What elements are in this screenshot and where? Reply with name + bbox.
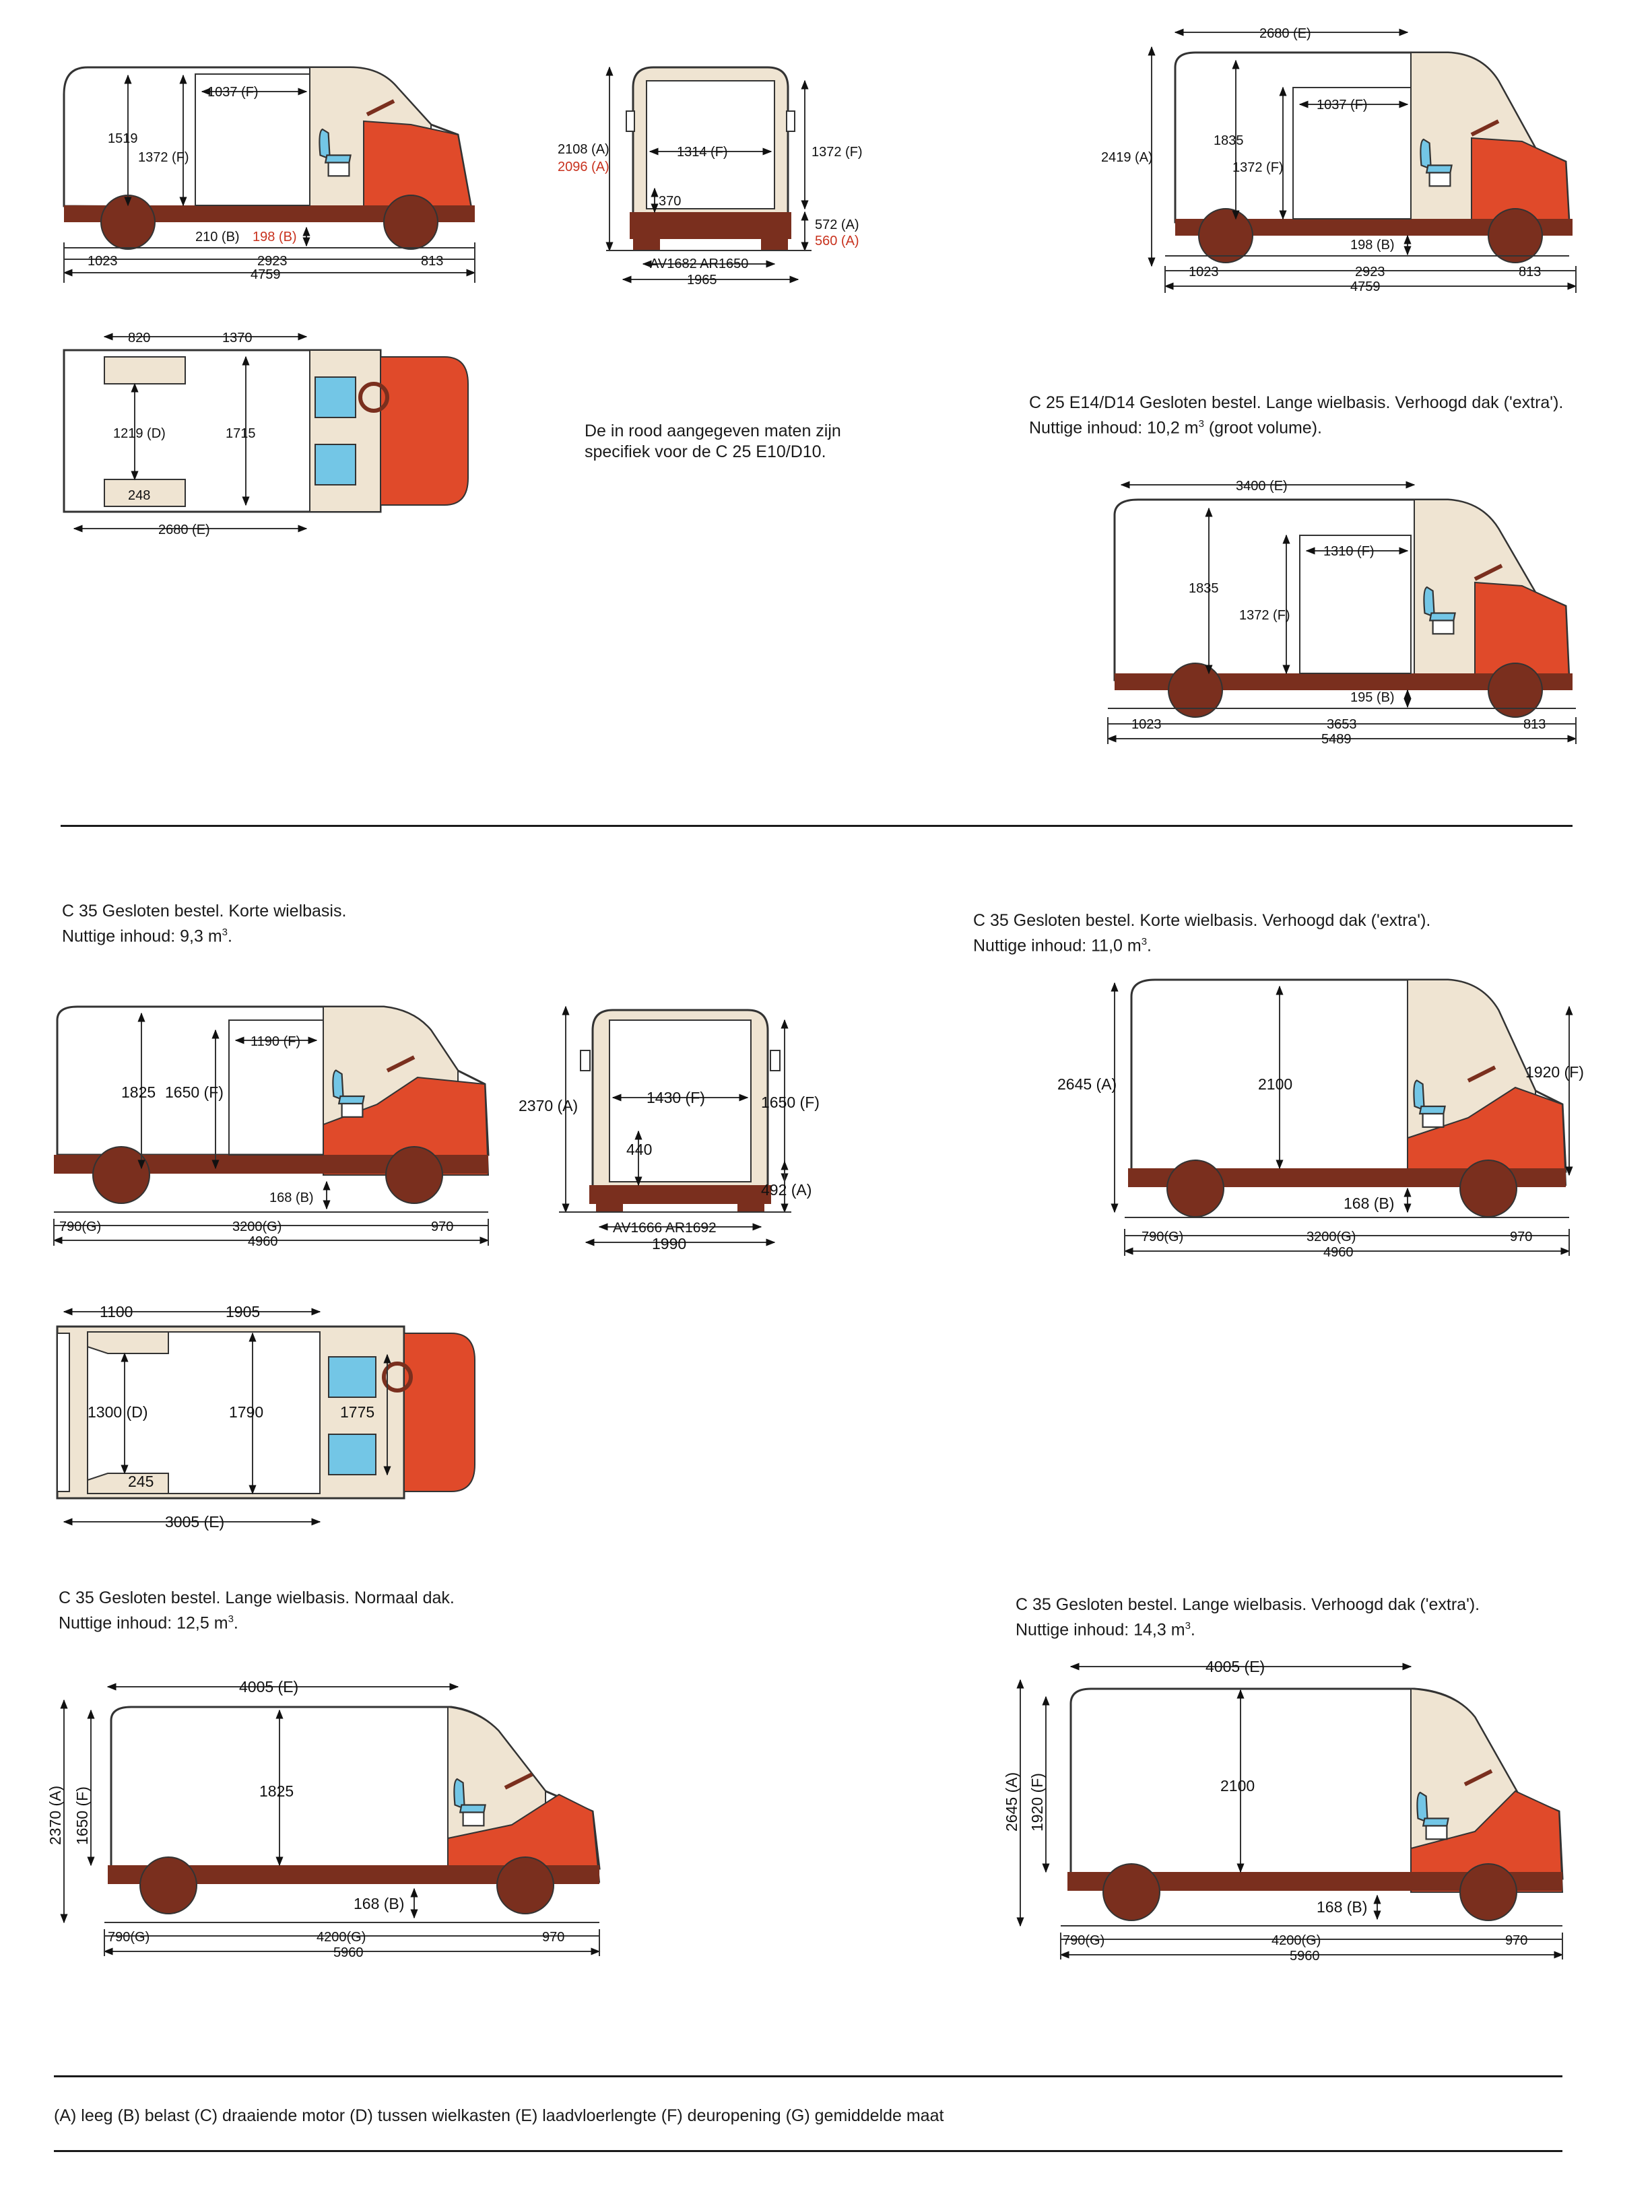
c35t-a: 1100 (100, 1303, 133, 1320)
c25t-width-2: 1715 (226, 426, 256, 441)
caption-c35-long-high-line2b: . (1190, 1620, 1195, 1640)
c35sh-ground-clearance: 168 (B) (1344, 1195, 1395, 1212)
c35l-front-overhang: 790(G) (108, 1930, 150, 1945)
c35lh-ground-clearance: 168 (B) (1317, 1898, 1368, 1916)
caption-c25-high-line2b: (groot volume). (1203, 418, 1322, 438)
c35s-height-1: 1825 (121, 1083, 156, 1101)
caption-c35-short-high-line2 (973, 931, 1430, 956)
c35lh-wheelbase: 4200(G) (1271, 1933, 1321, 1948)
c35-short-high-side-view (1115, 980, 1569, 1256)
c25r-height: 2108 (A) (558, 142, 609, 157)
caption-c35-long-high-sup: 3 (1185, 1620, 1191, 1632)
c35r-door-width: 1430 (F) (647, 1089, 705, 1106)
c25s-ground-clearance-red: 198 (B) (253, 230, 297, 244)
c25r-door-height: 1372 (F) (812, 145, 863, 160)
c25s-wheelbase: 2923 (257, 254, 288, 269)
c25s-ground-clearance: 210 (B) (195, 230, 240, 244)
c25r-door-width: 1314 (F) (677, 145, 728, 160)
divider-2 (54, 2075, 1562, 2077)
c35s-wheelbase: 3200(G) (232, 1219, 282, 1234)
note-line2: specifiek voor de C 25 E10/D10. (585, 442, 826, 461)
c25l-ground-clearance: 195 (B) (1350, 690, 1395, 705)
caption-c35-long-line2 (59, 1609, 455, 1634)
legend: (A) leeg (B) belast (C) draaiende motor (D) tussen wielkasten (E) laadvloerlengte (F) deuropening (G) gemiddelde maat (54, 2106, 944, 2125)
c35-long-high-side-view (1020, 1667, 1562, 1959)
c25s-length: 4759 (251, 267, 281, 282)
c25-long-side-view (1108, 485, 1576, 744)
c25l-door-width: 1310 (F) (1323, 544, 1375, 559)
c25t-width-1: 1219 (D) (113, 426, 166, 441)
c25h-door-width: 1037 (F) (1317, 98, 1368, 112)
caption-c35-short-high-line1: C 35 Gesloten bestel. Korte wielbasis. Verhoogd dak ('extra'). (973, 911, 1431, 930)
caption-c35-long-line1: C 35 Gesloten bestel. Lange wielbasis. Normaal dak. (59, 1588, 455, 1607)
c25l-front-overhang: 1023 (1131, 717, 1162, 732)
c25r-track: AV1682 AR1650 (650, 257, 749, 271)
c35sh-wheelbase: 3200(G) (1307, 1230, 1356, 1244)
c25-short-side-view (64, 67, 475, 283)
c35l-door-height: 1650 (F) (73, 1786, 91, 1845)
caption-c35-long-line2b: . (233, 1613, 238, 1633)
c25h-length: 4759 (1350, 279, 1381, 294)
c25l-rear-overhang: 813 (1523, 717, 1546, 732)
caption-c35-long-high-line2 (1016, 1615, 1480, 1640)
c25h-load-length: 2680 (E) (1259, 26, 1311, 41)
c25s-height-1: 1519 (108, 131, 138, 146)
c35sh-front-overhang: 790(G) (1142, 1230, 1184, 1244)
c35lh-door-height: 1920 (F) (1028, 1773, 1046, 1832)
c35s-door-width: 1190 (F) (251, 1034, 301, 1049)
caption-c35-short-line1: C 35 Gesloten bestel. Korte wielbasis. (62, 902, 347, 920)
c35s-ground-clearance: 168 (B) (269, 1191, 314, 1205)
c35l-height-2: 1825 (259, 1782, 294, 1800)
c25h-rear-overhang: 813 (1519, 265, 1542, 279)
caption-c25-high-line1: C 25 E14/D14 Gesloten bestel. Lange wielbasis. Verhoogd dak ('extra'). (1029, 393, 1564, 412)
c35lh-height-2: 2100 (1220, 1777, 1255, 1795)
c35r-door-height: 1650 (F) (761, 1094, 820, 1111)
c35t-width-3: 1775 (340, 1403, 375, 1421)
caption-c35-short-line2 (62, 922, 346, 947)
caption-c35-short-high (973, 910, 1430, 956)
c25t-a: 820 (128, 331, 151, 345)
c35s-front-overhang: 790(G) (59, 1219, 102, 1234)
c35r-track: AV1666 AR1692 (613, 1220, 717, 1236)
caption-c35-short-sup: 3 (222, 927, 228, 938)
divider-1 (61, 825, 1573, 827)
c35sh-rear-overhang: 970 (1510, 1230, 1533, 1244)
c35t-wheelarch: 245 (128, 1473, 154, 1490)
c35l-ground-clearance: 168 (B) (354, 1895, 405, 1912)
caption-c35-short-high-line2b: . (1147, 936, 1152, 956)
c35lh-length: 5960 (1290, 1949, 1320, 1964)
c35l-height: 2370 (A) (46, 1785, 64, 1845)
c35sh-height: 2645 (A) (1057, 1075, 1117, 1093)
caption-c35-short-high-line2a: Nuttige inhoud: 11,0 m (973, 936, 1142, 956)
c35l-length: 5960 (333, 1945, 364, 1960)
c25t-b: 1370 (222, 331, 253, 345)
caption-c25-high (1029, 393, 1563, 438)
c35r-width: 1990 (652, 1235, 687, 1252)
caption-c35-long (59, 1588, 455, 1634)
caption-c25-high-line2 (1029, 413, 1563, 438)
c35sh-height-2: 2100 (1258, 1075, 1293, 1093)
c25s-front-overhang: 1023 (88, 254, 118, 269)
c35-rear-view (559, 1007, 791, 1242)
c35sh-door-height: 1920 (F) (1525, 1063, 1584, 1081)
caption-c25-high-sup: 3 (1198, 418, 1204, 430)
c25-rear-view (606, 67, 812, 279)
c35lh-height: 2645 (A) (1003, 1772, 1020, 1832)
c25l-door-height: 1372 (F) (1239, 608, 1290, 623)
c35r-height: 2370 (A) (519, 1097, 579, 1114)
c35l-load-length: 4005 (E) (239, 1678, 299, 1696)
c25h-height: 2419 (A) (1101, 150, 1153, 165)
c25r-step: 572 (A) (815, 217, 859, 232)
c35sh-length: 4960 (1323, 1245, 1354, 1260)
c25s-height-2: 1372 (F) (138, 150, 189, 165)
caption-c35-short (62, 901, 346, 947)
c25r-sill: 370 (659, 194, 682, 209)
caption-c25-high-line2a: Nuttige inhoud: 10,2 m (1029, 418, 1199, 438)
c25t-length: 2680 (E) (158, 523, 210, 537)
c25r-width: 1965 (687, 273, 717, 288)
note-line1: De in rood aangegeven maten zijn (585, 422, 841, 440)
c25l-wheelbase: 3653 (1327, 717, 1357, 732)
c35s-length: 4960 (248, 1234, 278, 1249)
caption-c35-long-high-line2a: Nuttige inhoud: 14,3 m (1016, 1620, 1185, 1640)
c25l-length: 5489 (1321, 732, 1352, 747)
c35-long-side-view (64, 1687, 599, 1956)
c25t-wheelarch: 248 (128, 488, 151, 503)
c35t-length: 3005 (E) (165, 1513, 225, 1531)
c25h-wheelbase: 2923 (1355, 265, 1385, 279)
caption-c35-short-line2a: Nuttige inhoud: 9,3 m (62, 927, 222, 946)
caption-c35-short-line2b: . (228, 927, 232, 946)
red-dimensions-note (585, 421, 841, 463)
c25h-ground-clearance: 198 (B) (1350, 238, 1395, 253)
c35lh-load-length: 4005 (E) (1205, 1658, 1265, 1675)
caption-c35-long-high-line1: C 35 Gesloten bestel. Lange wielbasis. Verhoogd dak ('extra'). (1016, 1595, 1480, 1614)
c35l-rear-overhang: 970 (542, 1930, 565, 1945)
c25h-height-2: 1835 (1214, 133, 1244, 148)
caption-c35-long-line2a: Nuttige inhoud: 12,5 m (59, 1613, 228, 1633)
c25s-door-width: 1037 (F) (207, 85, 259, 100)
c25h-front-overhang: 1023 (1189, 265, 1219, 279)
divider-3 (54, 2150, 1562, 2152)
c25l-load-length: 3400 (E) (1236, 479, 1288, 494)
c25l-height: 1835 (1189, 581, 1219, 596)
caption-c35-long-sup: 3 (228, 1613, 234, 1625)
c35t-b: 1905 (226, 1303, 261, 1320)
c25h-door-height: 1372 (F) (1232, 160, 1284, 175)
c35lh-front-overhang: 790(G) (1063, 1933, 1105, 1948)
c35r-sill: 440 (626, 1141, 653, 1158)
c35t-width-2: 1790 (229, 1403, 264, 1421)
c35lh-rear-overhang: 970 (1505, 1933, 1528, 1948)
c35s-rear-overhang: 970 (431, 1219, 454, 1234)
c25s-rear-overhang: 813 (421, 254, 444, 269)
c35r-step: 492 (A) (761, 1181, 812, 1199)
c25r-step-red: 560 (A) (815, 234, 859, 248)
c35s-height-2: 1650 (F) (165, 1083, 224, 1101)
c35t-width-1: 1300 (D) (88, 1403, 148, 1421)
c35l-wheelbase: 4200(G) (317, 1930, 366, 1945)
caption-c35-long-high (1016, 1595, 1480, 1640)
c25r-height-red: 2096 (A) (558, 160, 609, 174)
caption-c35-short-high-sup: 3 (1141, 936, 1148, 947)
c25-high-side-view (1152, 32, 1576, 293)
